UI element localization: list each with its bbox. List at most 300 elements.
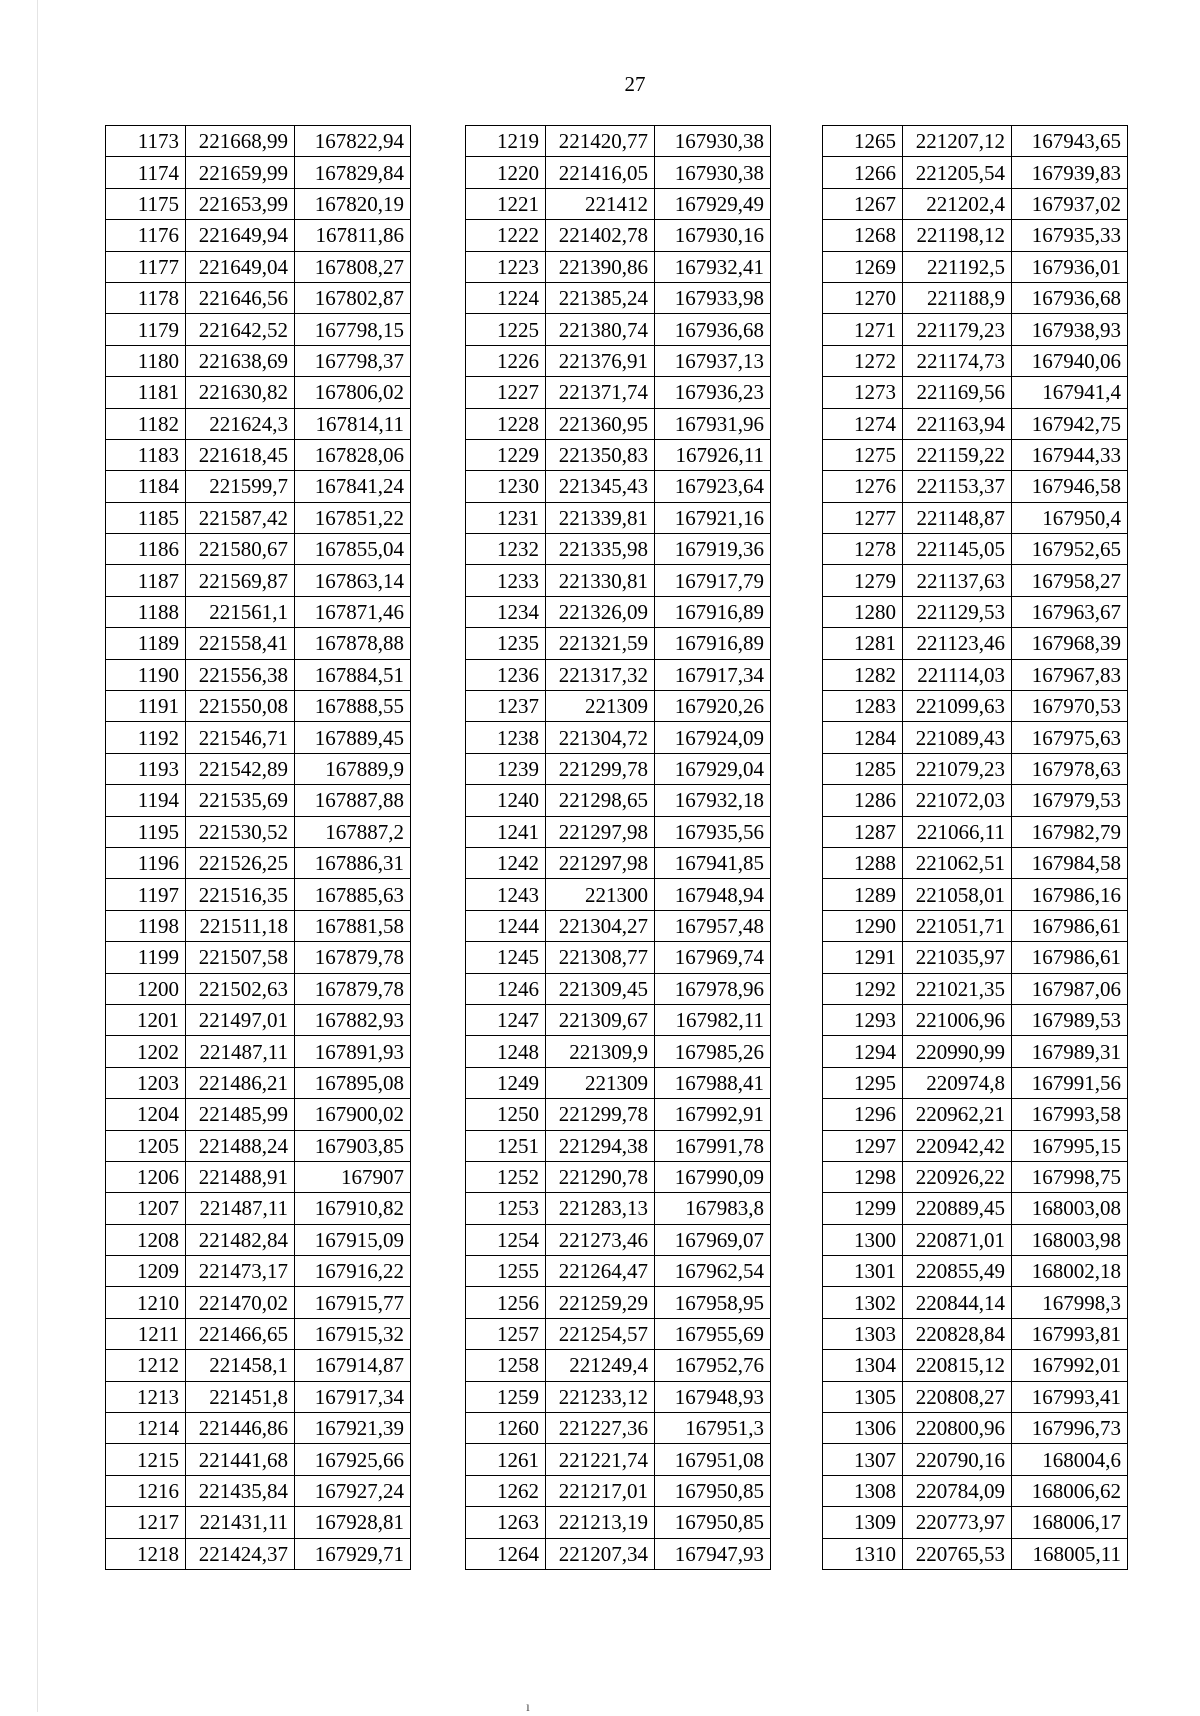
y-coordinate-cell: 167822,94 [295,126,411,157]
x-coordinate-cell: 221446,86 [186,1413,295,1444]
point-number-cell: 1286 [823,785,903,816]
y-coordinate-cell: 167855,04 [295,534,411,565]
x-coordinate-cell: 220765,53 [903,1538,1012,1569]
point-number-cell: 1227 [466,377,546,408]
point-number-cell: 1201 [106,1004,186,1035]
x-coordinate-cell: 221416,05 [546,157,655,188]
y-coordinate-cell: 167903,85 [295,1130,411,1161]
y-coordinate-cell: 167889,9 [295,753,411,784]
y-coordinate-cell: 167928,81 [295,1507,411,1538]
coordinates-table-right [822,125,1128,1570]
table-row [466,126,771,157]
y-coordinate-cell: 167963,67 [1012,596,1128,627]
table-row [466,1444,771,1475]
x-coordinate-cell: 221507,58 [186,942,295,973]
x-coordinate-cell: 221659,99 [186,157,295,188]
table-row [823,816,1128,847]
table-row [466,1413,771,1444]
point-number-cell: 1270 [823,282,903,313]
table-row [466,251,771,282]
table-row [823,126,1128,157]
table-row [823,596,1128,627]
y-coordinate-cell: 167951,08 [655,1444,771,1475]
point-number-cell: 1249 [466,1067,546,1098]
y-coordinate-cell: 167923,64 [655,471,771,502]
x-coordinate-cell: 220855,49 [903,1256,1012,1287]
x-coordinate-cell: 221192,5 [903,251,1012,282]
y-coordinate-cell: 167979,53 [1012,785,1128,816]
x-coordinate-cell: 221207,12 [903,126,1012,157]
x-coordinate-cell: 221079,23 [903,753,1012,784]
table-row [466,471,771,502]
point-number-cell: 1293 [823,1004,903,1035]
point-number-cell: 1239 [466,753,546,784]
x-coordinate-cell: 221624,3 [186,408,295,439]
table-row [823,1507,1128,1538]
x-coordinate-cell: 220974,8 [903,1067,1012,1098]
x-coordinate-cell: 221051,71 [903,910,1012,941]
point-number-cell: 1219 [466,126,546,157]
x-coordinate-cell: 221618,45 [186,439,295,470]
y-coordinate-cell: 167998,3 [1012,1287,1128,1318]
table-row [823,753,1128,784]
coordinates-table-left [105,125,411,1570]
point-number-cell: 1200 [106,973,186,1004]
y-coordinate-cell: 167989,31 [1012,1036,1128,1067]
point-number-cell: 1178 [106,282,186,313]
y-coordinate-cell: 167935,56 [655,816,771,847]
x-coordinate-cell: 221473,17 [186,1256,295,1287]
x-coordinate-cell: 221330,81 [546,565,655,596]
table-row [106,220,411,251]
y-coordinate-cell: 167841,24 [295,471,411,502]
table-row [823,502,1128,533]
x-coordinate-cell: 221072,03 [903,785,1012,816]
y-coordinate-cell: 167798,15 [295,314,411,345]
x-coordinate-cell: 220942,42 [903,1130,1012,1161]
table-row [106,691,411,722]
table-row [823,251,1128,282]
x-coordinate-cell: 221360,95 [546,408,655,439]
coordinates-table-middle [465,125,771,1570]
point-number-cell: 1250 [466,1099,546,1130]
y-coordinate-cell: 167978,63 [1012,753,1128,784]
y-coordinate-cell: 167962,54 [655,1256,771,1287]
table-row [106,1444,411,1475]
table-row [466,1130,771,1161]
y-coordinate-cell: 167931,96 [655,408,771,439]
y-coordinate-cell: 167936,23 [655,377,771,408]
point-number-cell: 1310 [823,1538,903,1569]
y-coordinate-cell: 167851,22 [295,502,411,533]
x-coordinate-cell: 221153,37 [903,471,1012,502]
y-coordinate-cell: 167942,75 [1012,408,1128,439]
y-coordinate-cell: 167920,26 [655,691,771,722]
x-coordinate-cell: 221502,63 [186,973,295,1004]
x-coordinate-cell: 221114,03 [903,659,1012,690]
point-number-cell: 1255 [466,1256,546,1287]
x-coordinate-cell: 220962,21 [903,1099,1012,1130]
y-coordinate-cell: 167935,33 [1012,220,1128,251]
x-coordinate-cell: 221304,72 [546,722,655,753]
point-number-cell: 1228 [466,408,546,439]
y-coordinate-cell: 167820,19 [295,188,411,219]
table-row [466,1475,771,1506]
point-number-cell: 1175 [106,188,186,219]
y-coordinate-cell: 167982,11 [655,1004,771,1035]
page-number: 27 [624,72,646,96]
point-number-cell: 1254 [466,1224,546,1255]
y-coordinate-cell: 168004,6 [1012,1444,1128,1475]
point-number-cell: 1236 [466,659,546,690]
x-coordinate-cell: 221424,37 [186,1538,295,1569]
point-number-cell: 1223 [466,251,546,282]
point-number-cell: 1182 [106,408,186,439]
y-coordinate-cell: 167915,09 [295,1224,411,1255]
x-coordinate-cell: 221254,57 [546,1318,655,1349]
table-row [106,1318,411,1349]
x-coordinate-cell: 220990,99 [903,1036,1012,1067]
x-coordinate-cell: 221390,86 [546,251,655,282]
y-coordinate-cell: 167950,85 [655,1475,771,1506]
point-number-cell: 1234 [466,596,546,627]
y-coordinate-cell: 167887,2 [295,816,411,847]
y-coordinate-cell: 167887,88 [295,785,411,816]
y-coordinate-cell: 167952,76 [655,1350,771,1381]
table-row [106,251,411,282]
y-coordinate-cell: 167951,3 [655,1413,771,1444]
table-row [466,628,771,659]
table-row [466,534,771,565]
table-row [823,157,1128,188]
point-number-cell: 1279 [823,565,903,596]
point-number-cell: 1257 [466,1318,546,1349]
y-coordinate-cell: 167950,85 [655,1507,771,1538]
point-number-cell: 1273 [823,377,903,408]
y-coordinate-cell: 167916,22 [295,1256,411,1287]
table-row [823,377,1128,408]
y-coordinate-cell: 167888,55 [295,691,411,722]
point-number-cell: 1281 [823,628,903,659]
point-number-cell: 1258 [466,1350,546,1381]
y-coordinate-cell: 167992,91 [655,1099,771,1130]
table-row [823,1036,1128,1067]
x-coordinate-cell: 221556,38 [186,659,295,690]
y-coordinate-cell: 167986,16 [1012,879,1128,910]
point-number-cell: 1240 [466,785,546,816]
table-row [466,1004,771,1035]
page-margin-line [37,0,38,1712]
y-coordinate-cell: 167993,81 [1012,1318,1128,1349]
point-number-cell: 1251 [466,1130,546,1161]
point-number-cell: 1291 [823,942,903,973]
x-coordinate-cell: 221550,08 [186,691,295,722]
point-number-cell: 1295 [823,1067,903,1098]
y-coordinate-cell: 167881,58 [295,910,411,941]
table-row [823,847,1128,878]
y-coordinate-cell: 167998,75 [1012,1161,1128,1192]
table-row [106,1224,411,1255]
table-row [823,942,1128,973]
x-coordinate-cell: 221649,04 [186,251,295,282]
point-number-cell: 1309 [823,1507,903,1538]
x-coordinate-cell: 221435,84 [186,1475,295,1506]
x-coordinate-cell: 221021,35 [903,973,1012,1004]
point-number-cell: 1189 [106,628,186,659]
table-row [823,1381,1128,1412]
table-row [466,1193,771,1224]
x-coordinate-cell: 221099,63 [903,691,1012,722]
x-coordinate-cell: 221511,18 [186,910,295,941]
point-number-cell: 1181 [106,377,186,408]
table-row [106,1067,411,1098]
x-coordinate-cell: 221299,78 [546,1099,655,1130]
x-coordinate-cell: 221169,56 [903,377,1012,408]
y-coordinate-cell: 167936,68 [1012,282,1128,313]
x-coordinate-cell: 221526,25 [186,847,295,878]
x-coordinate-cell: 220889,45 [903,1193,1012,1224]
y-coordinate-cell: 167982,79 [1012,816,1128,847]
table-row [823,1193,1128,1224]
x-coordinate-cell: 221062,51 [903,847,1012,878]
x-coordinate-cell: 221317,32 [546,659,655,690]
x-coordinate-cell: 221335,98 [546,534,655,565]
x-coordinate-cell: 221668,99 [186,126,295,157]
y-coordinate-cell: 167989,53 [1012,1004,1128,1035]
y-coordinate-cell: 167926,11 [655,439,771,470]
y-coordinate-cell: 167985,26 [655,1036,771,1067]
y-coordinate-cell: 167917,34 [295,1381,411,1412]
table-row [466,1381,771,1412]
point-number-cell: 1285 [823,753,903,784]
x-coordinate-cell: 221638,69 [186,345,295,376]
y-coordinate-cell: 167957,48 [655,910,771,941]
table-row [823,1318,1128,1349]
point-number-cell: 1267 [823,188,903,219]
y-coordinate-cell: 167863,14 [295,565,411,596]
table-row [106,1381,411,1412]
point-number-cell: 1216 [106,1475,186,1506]
x-coordinate-cell: 221485,99 [186,1099,295,1130]
table-row [106,471,411,502]
y-coordinate-cell: 167941,4 [1012,377,1128,408]
y-coordinate-cell: 167930,16 [655,220,771,251]
point-number-cell: 1220 [466,157,546,188]
table-row [466,377,771,408]
table-row [106,1507,411,1538]
point-number-cell: 1212 [106,1350,186,1381]
table-row [823,1538,1128,1569]
x-coordinate-cell: 221309,45 [546,973,655,1004]
x-coordinate-cell: 221123,46 [903,628,1012,659]
point-number-cell: 1263 [466,1507,546,1538]
point-number-cell: 1277 [823,502,903,533]
x-coordinate-cell: 221163,94 [903,408,1012,439]
point-number-cell: 1176 [106,220,186,251]
table-row [466,973,771,1004]
point-number-cell: 1280 [823,596,903,627]
table-row [466,408,771,439]
point-number-cell: 1298 [823,1161,903,1192]
x-coordinate-cell: 221339,81 [546,502,655,533]
point-number-cell: 1222 [466,220,546,251]
y-coordinate-cell: 167932,18 [655,785,771,816]
table-row [106,157,411,188]
table-row [466,502,771,533]
table-row [106,126,411,157]
table-row [823,659,1128,690]
point-number-cell: 1252 [466,1161,546,1192]
point-number-cell: 1243 [466,879,546,910]
x-coordinate-cell: 220844,14 [903,1287,1012,1318]
table-row [823,1004,1128,1035]
point-number-cell: 1246 [466,973,546,1004]
x-coordinate-cell: 221304,27 [546,910,655,941]
y-coordinate-cell: 167891,93 [295,1036,411,1067]
table-row [466,816,771,847]
y-coordinate-cell: 167871,46 [295,596,411,627]
point-number-cell: 1237 [466,691,546,722]
x-coordinate-cell: 221321,59 [546,628,655,659]
table-row [466,1224,771,1255]
point-number-cell: 1194 [106,785,186,816]
y-coordinate-cell: 167884,51 [295,659,411,690]
table-row [106,314,411,345]
y-coordinate-cell: 167886,31 [295,847,411,878]
table-row [106,345,411,376]
y-coordinate-cell: 167915,77 [295,1287,411,1318]
y-coordinate-cell: 167991,56 [1012,1067,1128,1098]
table-row [106,816,411,847]
table-row [823,439,1128,470]
y-coordinate-cell: 167917,79 [655,565,771,596]
table-row [106,1475,411,1506]
y-coordinate-cell: 167929,49 [655,188,771,219]
table-row [466,847,771,878]
y-coordinate-cell: 167938,93 [1012,314,1128,345]
x-coordinate-cell: 221345,43 [546,471,655,502]
x-coordinate-cell: 221487,11 [186,1036,295,1067]
point-number-cell: 1186 [106,534,186,565]
table-row [466,1256,771,1287]
point-number-cell: 1184 [106,471,186,502]
x-coordinate-cell: 221213,19 [546,1507,655,1538]
y-coordinate-cell: 167993,58 [1012,1099,1128,1130]
x-coordinate-cell: 221371,74 [546,377,655,408]
point-number-cell: 1210 [106,1287,186,1318]
table-row [823,1099,1128,1130]
table-row [466,314,771,345]
table-row [466,1161,771,1192]
table-row [823,628,1128,659]
point-number-cell: 1188 [106,596,186,627]
point-number-cell: 1290 [823,910,903,941]
x-coordinate-cell: 221221,74 [546,1444,655,1475]
point-number-cell: 1173 [106,126,186,157]
point-number-cell: 1259 [466,1381,546,1412]
x-coordinate-cell: 221516,35 [186,879,295,910]
x-coordinate-cell: 221137,63 [903,565,1012,596]
x-coordinate-cell: 221402,78 [546,220,655,251]
x-coordinate-cell: 221179,23 [903,314,1012,345]
point-number-cell: 1245 [466,942,546,973]
table-row [823,1413,1128,1444]
y-coordinate-cell: 167933,98 [655,282,771,313]
x-coordinate-cell: 220808,27 [903,1381,1012,1412]
point-number-cell: 1230 [466,471,546,502]
table-row [106,596,411,627]
table-row [106,439,411,470]
point-number-cell: 1282 [823,659,903,690]
x-coordinate-cell: 221630,82 [186,377,295,408]
x-coordinate-cell: 221466,65 [186,1318,295,1349]
table-row [466,1350,771,1381]
y-coordinate-cell: 167955,69 [655,1318,771,1349]
table-row [106,1004,411,1035]
point-number-cell: 1269 [823,251,903,282]
point-number-cell: 1209 [106,1256,186,1287]
table-row [106,1161,411,1192]
table-row [466,910,771,941]
y-coordinate-cell: 167990,09 [655,1161,771,1192]
point-number-cell: 1229 [466,439,546,470]
table-row [106,1193,411,1224]
table-row [466,1099,771,1130]
y-coordinate-cell: 167910,82 [295,1193,411,1224]
y-coordinate-cell: 167936,68 [655,314,771,345]
table-row [466,1036,771,1067]
x-coordinate-cell: 221350,83 [546,439,655,470]
y-coordinate-cell: 167808,27 [295,251,411,282]
y-coordinate-cell: 167811,86 [295,220,411,251]
x-coordinate-cell: 221297,98 [546,847,655,878]
x-coordinate-cell: 220784,09 [903,1475,1012,1506]
table-row [106,879,411,910]
point-number-cell: 1203 [106,1067,186,1098]
point-number-cell: 1198 [106,910,186,941]
table-row [466,345,771,376]
x-coordinate-cell: 221569,87 [186,565,295,596]
table-row [823,220,1128,251]
x-coordinate-cell: 221458,1 [186,1350,295,1381]
table-row [466,188,771,219]
table-row [466,565,771,596]
point-number-cell: 1211 [106,1318,186,1349]
x-coordinate-cell: 221264,47 [546,1256,655,1287]
y-coordinate-cell: 167988,41 [655,1067,771,1098]
point-number-cell: 1294 [823,1036,903,1067]
point-number-cell: 1235 [466,628,546,659]
y-coordinate-cell: 167878,88 [295,628,411,659]
point-number-cell: 1308 [823,1475,903,1506]
point-number-cell: 1260 [466,1413,546,1444]
y-coordinate-cell: 167829,84 [295,157,411,188]
point-number-cell: 1274 [823,408,903,439]
point-number-cell: 1195 [106,816,186,847]
table-row [466,879,771,910]
x-coordinate-cell: 221145,05 [903,534,1012,565]
table-row [106,1256,411,1287]
y-coordinate-cell: 167992,01 [1012,1350,1128,1381]
table-row [823,722,1128,753]
point-number-cell: 1256 [466,1287,546,1318]
x-coordinate-cell: 221273,46 [546,1224,655,1255]
table-row [106,1413,411,1444]
x-coordinate-cell: 221646,56 [186,282,295,313]
table-row [823,1256,1128,1287]
y-coordinate-cell: 167939,83 [1012,157,1128,188]
x-coordinate-cell: 221441,68 [186,1444,295,1475]
